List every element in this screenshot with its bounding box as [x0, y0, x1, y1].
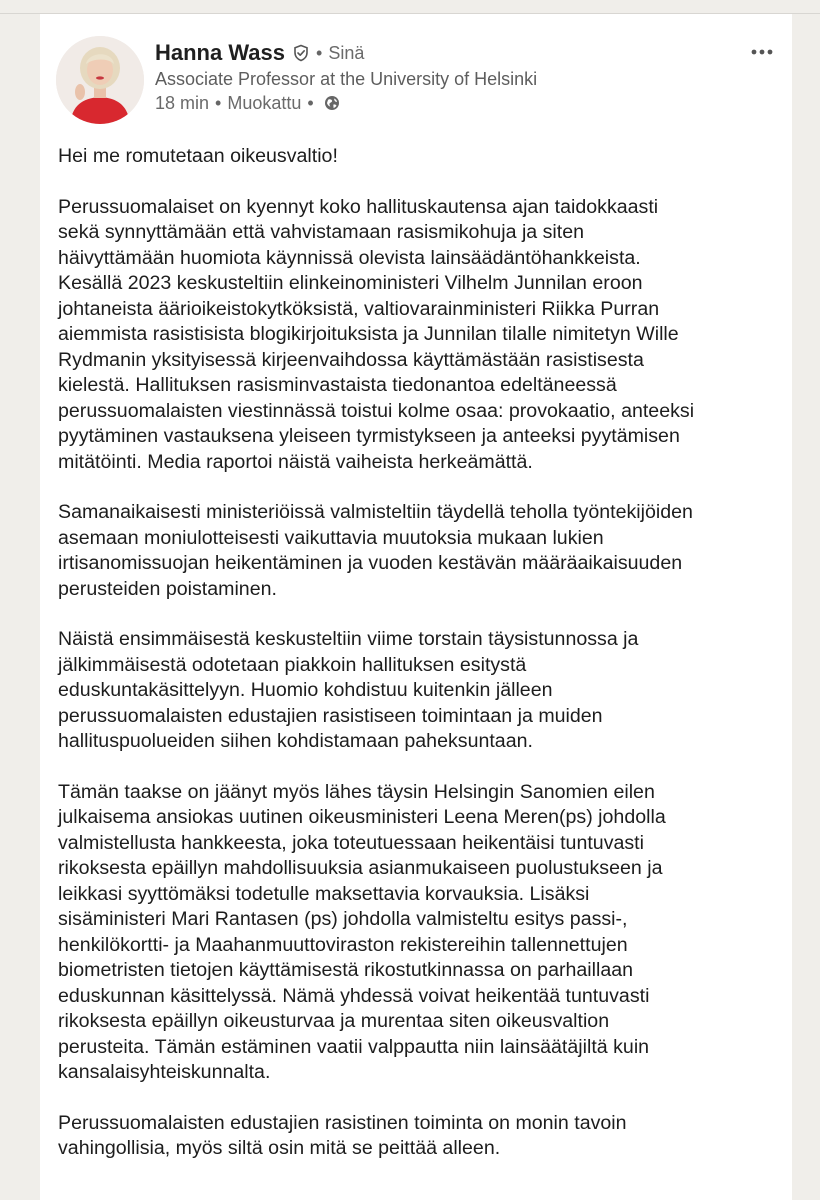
post-card — [40, 14, 792, 1200]
author-avatar[interactable] — [56, 36, 144, 124]
post-header — [40, 14, 792, 144]
author-line — [155, 38, 364, 68]
separator-dot: • — [307, 92, 314, 113]
post-paragraph: Samanaikaisesti ministeriöissä valmisteltiin täydellä teholla työntekijöiden asemaan moniulotteisesti vaikuttavia muutoksia mukaan lukien irtisanomissuojan heikentäminen ja vuoden kestävän määräaikaisuuden perusteiden poistaminen. — [58, 501, 693, 600]
more-options-button[interactable] — [744, 39, 780, 65]
globe-icon — [324, 95, 340, 111]
more-horizontal-icon — [751, 49, 773, 55]
separator-dot: • — [215, 92, 222, 113]
post-paragraph: Perussuomalaiset on kyennyt koko hallituskautensa ajan taidokkaasti sekä synnyttämään että vahvistamaan rasismikohuja ja siten häivyttämään huomiota käynnissä olevista lainsäädäntöhankkeista. Kesällä 2023 keskusteltiin elinkeinoministeri Vilhelm Junnilan eroon johtaneista äärioikeistokytköksistä, valtiovarainministeri Riikka Purran aiemmista rasistisista blogikirjoituksista ja Junnilan tilalle nimitetyn Wille Rydmanin yksityisessä kirjeenvaihdossa käyttämästään rasistisesta kielestä. Hallituksen rasisminvastaista tiedonantoa edeltäneessä perussuomalaisten viestinnässä toistui kolme osaa: provokaatio, anteeksi pyytäminen vastauksena yleiseen tyrmistykseen ja anteeksi pyytämisen mitätöinti. Media raportoi näistä vaiheista herkeämättä. — [58, 195, 695, 473]
relation-label: Sinä — [328, 42, 365, 63]
post-paragraph: Tämän taakse on jäänyt myös lähes täysin Helsingin Sanomien eilen julkaisema ansiokas uutinen oikeusministeri Leena Meren(ps) johdolla valmistellusta hankkeesta, joka toteutuessaan heikentäisi tuntuvasti rikoksesta epäillyn mahdollisuuksia asianmukaiseen puolustukseen ja leikkasi syyttömäksi todetulle maksettavia korvauksia. Lisäksi sisäministeri Mari Rantasen (ps) johdolla valmisteltu esitys passi-, henkilökortti- ja Maahanmuuttoviraston rekistereihin tallennettujen biometristen tietojen käyttämisestä rikostutkinnassa on parhaillaan eduskunnan käsittelyssä. Nämä yhdessä voivat heikentää tuntuvasti rikoksesta epäillyn oikeusturvaa ja murentaa siten oikeusvaltion perusteita. Tämän estäminen vaatii valppautta niin lainsäätäjiltä kuin kansalaisyhteiskunnalta. — [58, 780, 666, 1083]
author-name[interactable]: Hanna Wass — [155, 40, 286, 65]
edited-label: Muokattu — [227, 92, 302, 113]
post-meta — [155, 91, 340, 115]
verified-shield-icon — [292, 44, 310, 62]
author-headline: Associate Professor at the University of Helsinki — [155, 69, 538, 89]
avatar-portrait-image — [56, 36, 144, 124]
post-body — [58, 144, 780, 1187]
separator-dot: • — [316, 42, 323, 63]
post-paragraph: Perussuomalaisten edustajien rasistinen toiminta on monin tavoin vahingollisia, myös siltä osin mitä se peittää alleen. — [58, 1111, 627, 1159]
post-paragraph: Näistä ensimmäisestä keskusteltiin viime torstain täysistunnossa ja jälkimmäisestä odotetaan piakkoin hallituksen esitystä eduskuntakäsittelyyn. Huomio kohdistuu kuitenkin jälleen perussuomalaisten edustajien rasistiseen toimintaan ja muiden hallituspuolueiden siihen kohdistamaan paheksuntaan. — [58, 628, 639, 752]
post-time: 18 min — [155, 92, 210, 113]
post-paragraph: Hei me romutetaan oikeusvaltio! — [58, 145, 338, 167]
